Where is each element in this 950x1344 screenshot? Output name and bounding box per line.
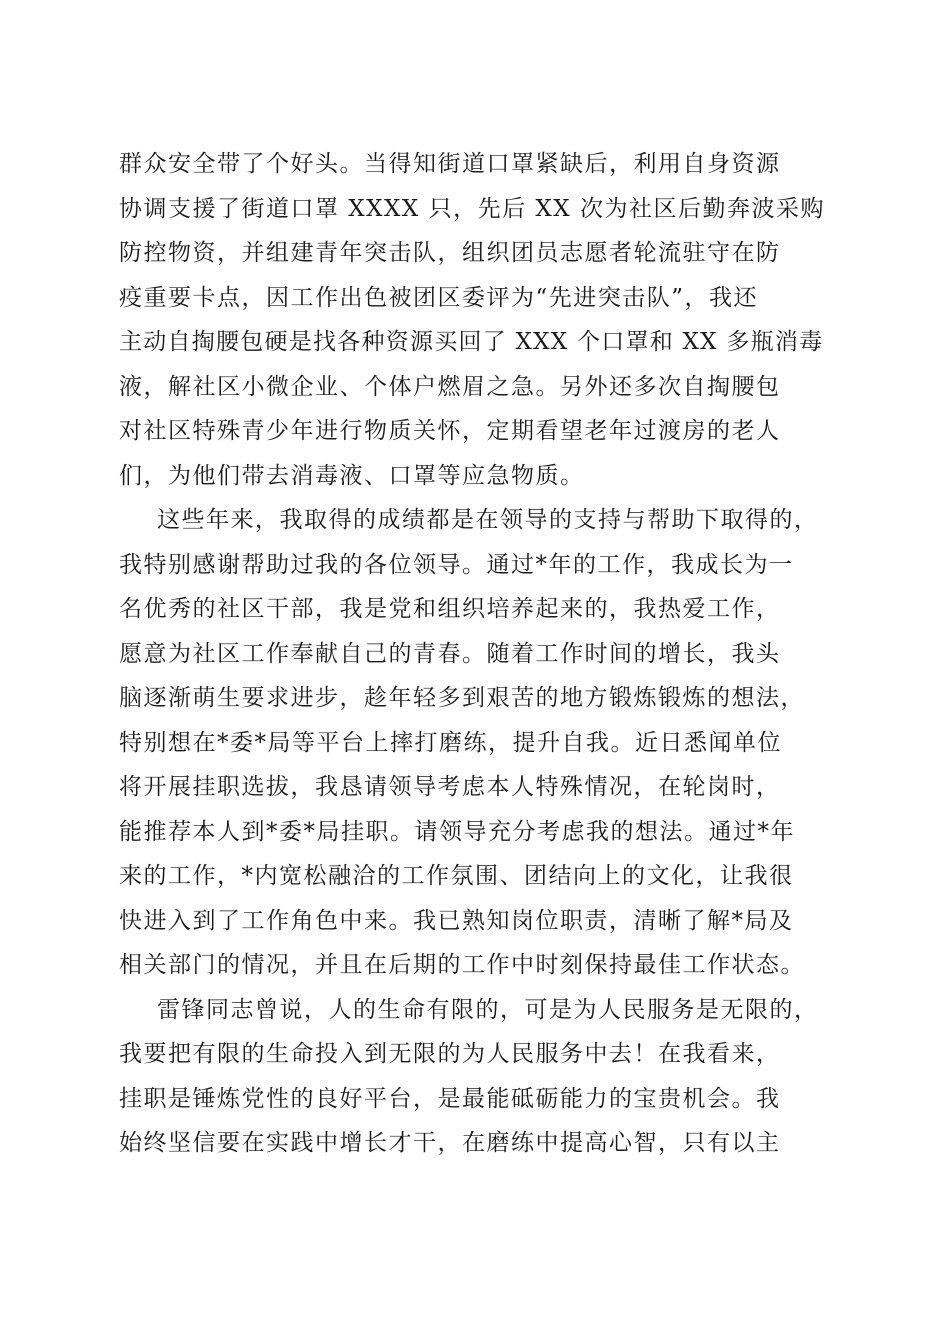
text-line: 我要把有限的生命投入到无限的为人民服务中去！在我看来， (119, 1041, 781, 1067)
text-line: 液，解社区小微企业、个体户燃眉之急。另外还多次自掏腰包 (119, 373, 781, 400)
text-line: 协调支援了街道口罩 XXXX 只，先后 XX 次为社区后勤奔波采购 (119, 195, 825, 222)
text-line: 愿意为社区工作奉献自己的青春。随着工作时间的增长，我头 (119, 640, 781, 667)
text-line: 挂职是锤炼党性的良好平台，是最能砥砺能力的宝贵机会。我 (119, 1085, 781, 1112)
text-line: 群众安全带了个好头。当得知街道口罩紧缺后，利用自身资源 (119, 151, 781, 177)
text-line: 我特别感谢帮助过我的各位领导。通过*年的工作，我成长为一 (119, 551, 794, 578)
text-line: 对社区特殊青少年进行物质关怀，定期看望老年过渡房的老人 (119, 418, 781, 444)
text-line: 脑逐渐萌生要求进步，趁年轻多到艰苦的地方锻炼锻炼的想法， (119, 685, 805, 711)
paragraph-start-line: 雷锋同志曾说，人的生命有限的，可是为人民服务是无限的， (157, 996, 819, 1023)
text-line: 来的工作，*内宽松融洽的工作氛围、团结向上的文化，让我很 (119, 863, 794, 889)
text-line: 疫重要卡点，因工作出色被团区委评为“先进突击队”，我还 (119, 284, 759, 311)
text-line: 相关部门的情况，并且在后期的工作中时刻保持最佳工作状态。 (119, 952, 805, 978)
paragraph-start-line: 这些年来，我取得的成绩都是在领导的支持与帮助下取得的， (157, 507, 819, 533)
text-line: 能推荐本人到*委*局挂职。请领导充分考虑我的想法。通过*年 (119, 818, 795, 845)
text-line: 防控物资，并组建青年突击队，组织团员志愿者轮流驻守在防 (119, 240, 781, 266)
text-line: 快进入到了工作角色中来。我已熟知岗位职责，清晰了解*局及 (119, 907, 794, 934)
text-line: 始终坚信要在实践中增长才干，在磨练中提高心智，只有以主 (119, 1130, 781, 1156)
text-line: 将开展挂职选拔，我恳请领导考虑本人特殊情况，在轮岗时， (119, 774, 781, 800)
text-line: 主动自掏腰包硬是找各种资源买回了 XXX 个口罩和 XX 多瓶消毒 (119, 329, 824, 355)
document-body (119, 142, 831, 1166)
text-line: 名优秀的社区干部，我是党和组织培养起来的，我热爱工作， (119, 596, 781, 622)
text-line: 特别想在*委*局等平台上摔打磨练，提升自我。近日悉闻单位 (119, 729, 782, 756)
text-line: 们，为他们带去消毒液、口罩等应急物质。 (119, 462, 585, 489)
